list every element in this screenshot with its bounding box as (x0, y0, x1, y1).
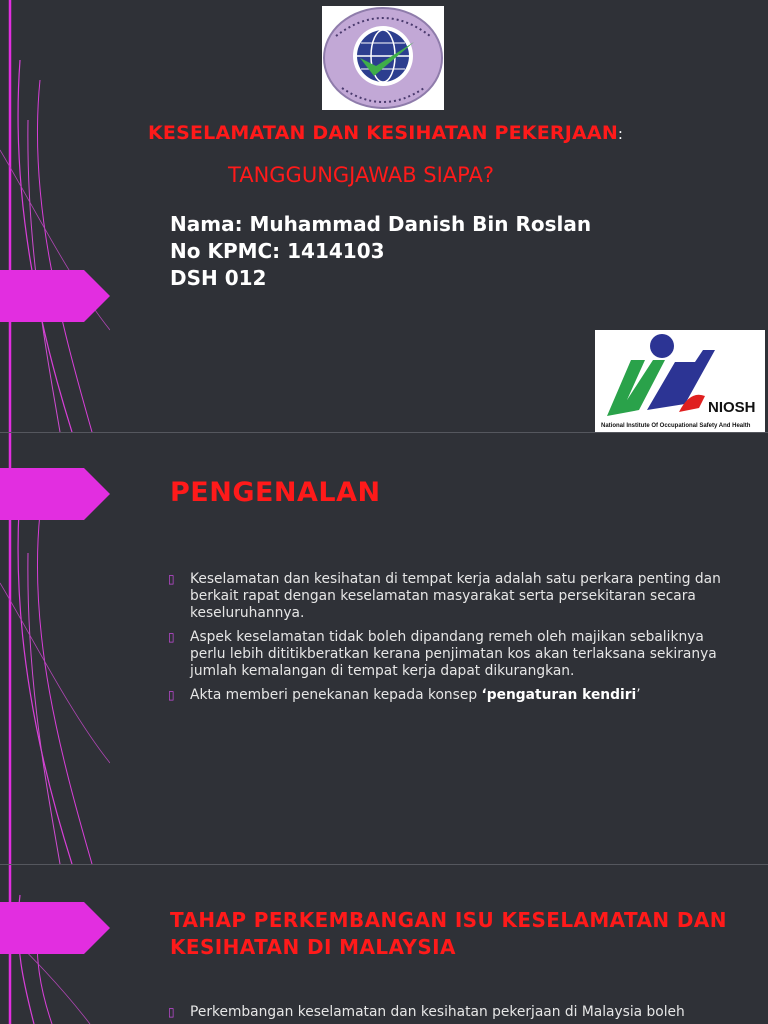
student-class: DSH 012 (170, 266, 267, 290)
bullet-marker-icon: ▯ (168, 688, 175, 702)
student-kpmc-number: No KPMC: 1414103 (170, 239, 385, 263)
section-heading: PENGENALAN (170, 477, 381, 508)
list-item: ▯ Keselamatan dan kesihatan di tempat kerja adalah satu perkara penting dan berkait rapat dengan keselamatan masyarakat serta persekitaran secara keseluruhannya. (168, 571, 721, 621)
niosh-logo (595, 330, 765, 432)
list-item: ▯ Akta memberi penekanan kepada konsep ‘pengaturan kendiri’ (168, 687, 641, 703)
svg-text:NIOSH: NIOSH (708, 399, 756, 416)
bullet-list (168, 1004, 728, 1024)
decorative-lines (0, 0, 110, 432)
list-item: ▯ Aspek keselamatan tidak boleh dipandang remeh oleh majikan sebaliknya perlu lebih dititikberatkan kerana penjimatan kos akan terlaksana sekiranya jumlah kemalangan di tempat kerja dapat dikurangkan. (168, 629, 717, 679)
student-name: Nama: Muhammad Danish Bin Roslan (170, 212, 592, 236)
bullet-marker-icon: ▯ (168, 630, 175, 644)
emphasis-text: ‘pengaturan kendiri (481, 687, 637, 703)
kpmc-college-logo (322, 6, 444, 110)
svg-text:National Institute Of Occupati: National Institute Of Occupational Safety And Health (601, 423, 751, 429)
list-item: ▯ Perkembangan keselamatan dan kesihatan pekerjaan di Malaysia boleh (168, 1004, 685, 1020)
slide-subtitle: TANGGUNGJAWAB SIAPA? (228, 163, 494, 187)
section-heading: TAHAP PERKEMBANGAN ISU KESELAMATAN DAN KESIHATAN DI MALAYSIA (170, 908, 727, 959)
slide-title-text: KESELAMATAN DAN KESIHATAN PEKERJAAN: (148, 122, 624, 144)
student-info (170, 211, 591, 292)
slide-introduction (0, 433, 768, 864)
bullet-marker-icon: ▯ (168, 1005, 175, 1019)
bullet-marker-icon: ▯ (168, 572, 175, 586)
slide-title (0, 0, 768, 432)
slide-development (0, 865, 768, 1024)
bullet-list (168, 571, 728, 711)
